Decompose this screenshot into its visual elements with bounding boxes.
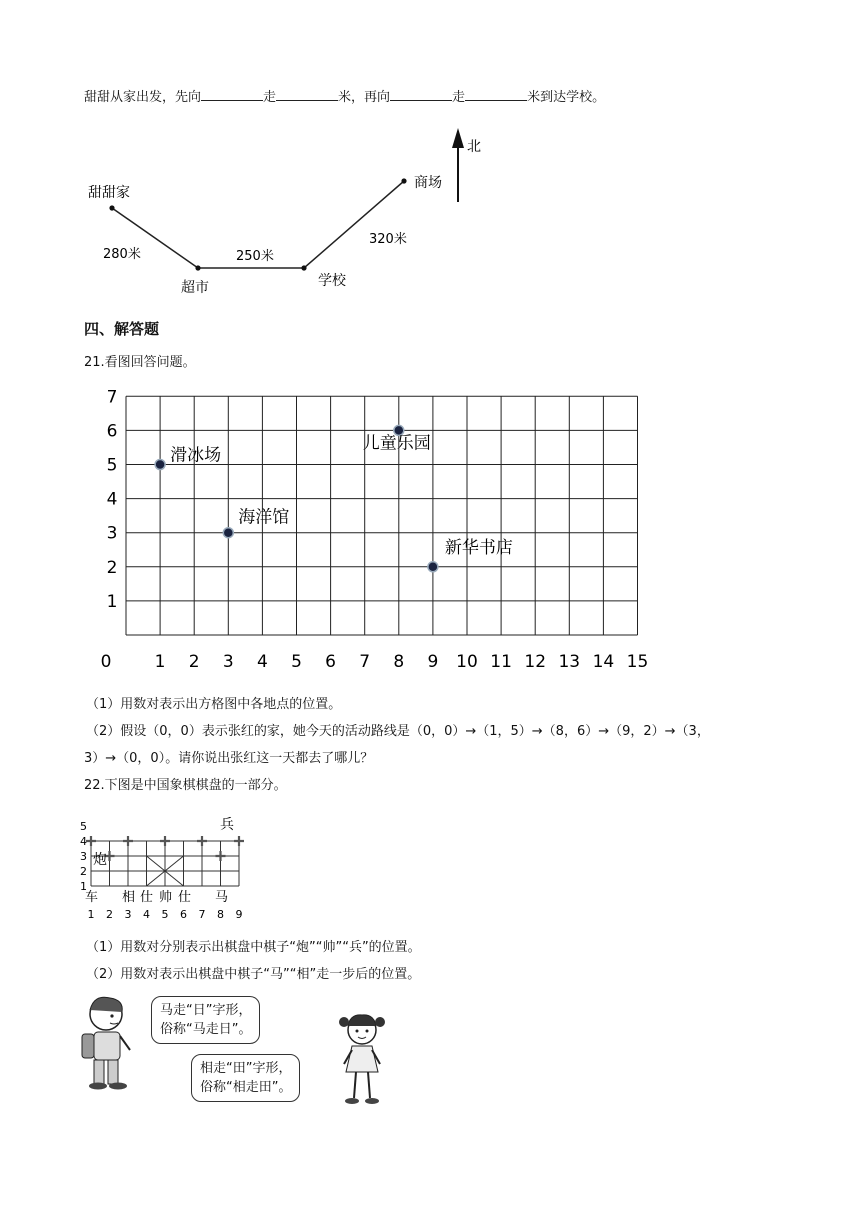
board-y-tick: 1: [80, 880, 87, 893]
supermarket-point: [195, 265, 200, 270]
piece-xiang: 相: [122, 890, 136, 905]
board-x-tick: 3: [124, 908, 132, 921]
y-tick-label: 1: [106, 591, 118, 612]
bubble-girl-line1: 相走“田”字形，: [200, 1061, 292, 1076]
piece-bing: 兵: [220, 817, 234, 833]
bubble-boy-line1: 马走“日”字形，: [160, 1003, 252, 1018]
q20-text-3: 米，再向: [338, 90, 391, 105]
position-cross-mark: [234, 836, 244, 846]
location-label: 滑冰场: [170, 445, 222, 466]
piece-che: 车: [85, 890, 99, 905]
y-tick-label: 4: [106, 489, 118, 510]
chess-board: [76, 804, 256, 924]
x-tick-label: 4: [256, 652, 268, 672]
girl-illustration: [332, 1010, 392, 1110]
board-y-tick: 4: [80, 835, 87, 848]
x-tick-label: 13: [558, 652, 581, 672]
answer-blank[interactable]: [390, 88, 452, 101]
north-arrow-icon: [452, 128, 464, 148]
distance-label-2: 250米: [236, 249, 274, 264]
x-tick-label: 9: [427, 652, 439, 672]
location-point: [223, 528, 233, 538]
speech-bubble-girl: [191, 1054, 300, 1102]
board-y-tick: 3: [80, 850, 87, 863]
answer-blank[interactable]: [465, 88, 527, 101]
y-tick-label: 2: [106, 557, 118, 578]
q21-part2-line1: （2）假设（0，0）表示张红的家，她今天的活动路线是（0，0）→（1，5）→（8，6）→（9，2）→（3，: [86, 724, 710, 739]
grid-lines: [126, 396, 638, 635]
supermarket-label: 超市: [181, 280, 209, 296]
location-label: 儿童乐园: [362, 433, 431, 454]
north-label: 北: [467, 139, 481, 155]
piece-pao: 炮: [93, 852, 107, 868]
x-tick-label: 7: [359, 652, 371, 672]
section-title: 四、解答题: [84, 320, 160, 338]
q20-sentence: [84, 88, 605, 106]
position-cross-mark: [197, 836, 207, 846]
x-tick-label: 0: [100, 652, 112, 672]
y-tick-label: 6: [106, 421, 118, 442]
location-label: 海洋馆: [238, 507, 290, 528]
route-map: [0, 120, 860, 300]
board-x-tick: 9: [235, 908, 243, 921]
board-y-tick: 5: [80, 820, 87, 833]
piece-ma: 马: [215, 890, 229, 905]
q22-part2: （2）用数对表示出棋盘中棋子“马”“相”走一步后的位置。: [86, 967, 421, 982]
piece-shi-right: 仕: [178, 890, 192, 905]
y-tick-label: 3: [106, 523, 118, 544]
location-point: [428, 562, 438, 572]
speech-bubble-boy: [151, 996, 260, 1044]
x-tick-label: 14: [592, 652, 615, 672]
board-x-tick: 7: [198, 908, 206, 921]
answer-blank[interactable]: [276, 88, 338, 101]
mall-point: [401, 178, 406, 183]
distance-label-3: 320米: [369, 232, 407, 247]
location-label: 新华书店: [444, 537, 513, 558]
board-x-tick: 6: [180, 908, 187, 921]
q21-title: 21.看图回答问题。: [84, 355, 196, 370]
q21-part2-line2: 3）→（0，0）。请你说出张红这一天都去了哪儿？: [84, 751, 374, 766]
location-point: [155, 460, 165, 470]
q20-text-5: 米到达学校。: [527, 90, 606, 105]
x-tick-label: 8: [393, 652, 405, 672]
x-tick-label: 2: [188, 652, 200, 672]
board-x-tick: 2: [106, 908, 113, 921]
position-cross-mark: [123, 836, 133, 846]
coordinate-grid: [90, 385, 670, 680]
y-tick-label: 5: [106, 455, 118, 476]
x-tick-label: 1: [154, 652, 166, 672]
q20-text-1: 甜甜从家出发，先向: [84, 90, 202, 105]
piece-shi-left: 仕: [140, 890, 154, 905]
x-tick-label: 3: [222, 652, 234, 672]
distance-label-1: 280米: [103, 247, 141, 262]
boy-illustration: [74, 992, 144, 1092]
position-cross-mark: [160, 836, 170, 846]
answer-blank[interactable]: [201, 88, 263, 101]
board-x-tick: 8: [217, 908, 224, 921]
x-tick-label: 10: [456, 652, 478, 672]
bubble-boy-line2: 俗称“马走日”。: [160, 1022, 252, 1037]
position-cross-mark: [216, 851, 226, 861]
board-x-tick: 5: [161, 908, 169, 921]
position-cross-mark: [86, 836, 96, 846]
piece-shuai: 帅: [159, 890, 173, 905]
board-lines: [91, 841, 239, 886]
board-x-tick: 1: [87, 908, 95, 921]
school-point: [301, 265, 306, 270]
board-x-tick: 4: [143, 908, 150, 921]
school-label: 学校: [318, 273, 346, 289]
x-tick-label: 11: [490, 652, 512, 672]
q20-text-4: 走: [452, 90, 466, 105]
home-label: 甜甜家: [88, 185, 130, 201]
x-tick-label: 12: [524, 652, 547, 672]
q20-text-2: 走: [263, 90, 277, 105]
x-tick-label: 6: [325, 652, 337, 672]
bubble-girl-line2: 俗称“相走田”。: [200, 1080, 292, 1095]
x-tick-label: 5: [291, 652, 302, 672]
q22-title: 22.下图是中国象棋棋盘的一部分。: [84, 778, 287, 793]
y-tick-label: 7: [106, 387, 118, 408]
x-tick-label: 15: [626, 652, 649, 672]
mall-label: 商场: [414, 175, 442, 191]
board-y-tick: 2: [80, 865, 87, 878]
q21-part1: （1）用数对表示出方格图中各地点的位置。: [86, 697, 342, 712]
q22-part1: （1）用数对分别表示出棋盘中棋子“炮”“帅”“兵”的位置。: [86, 940, 421, 955]
home-point: [109, 205, 114, 210]
